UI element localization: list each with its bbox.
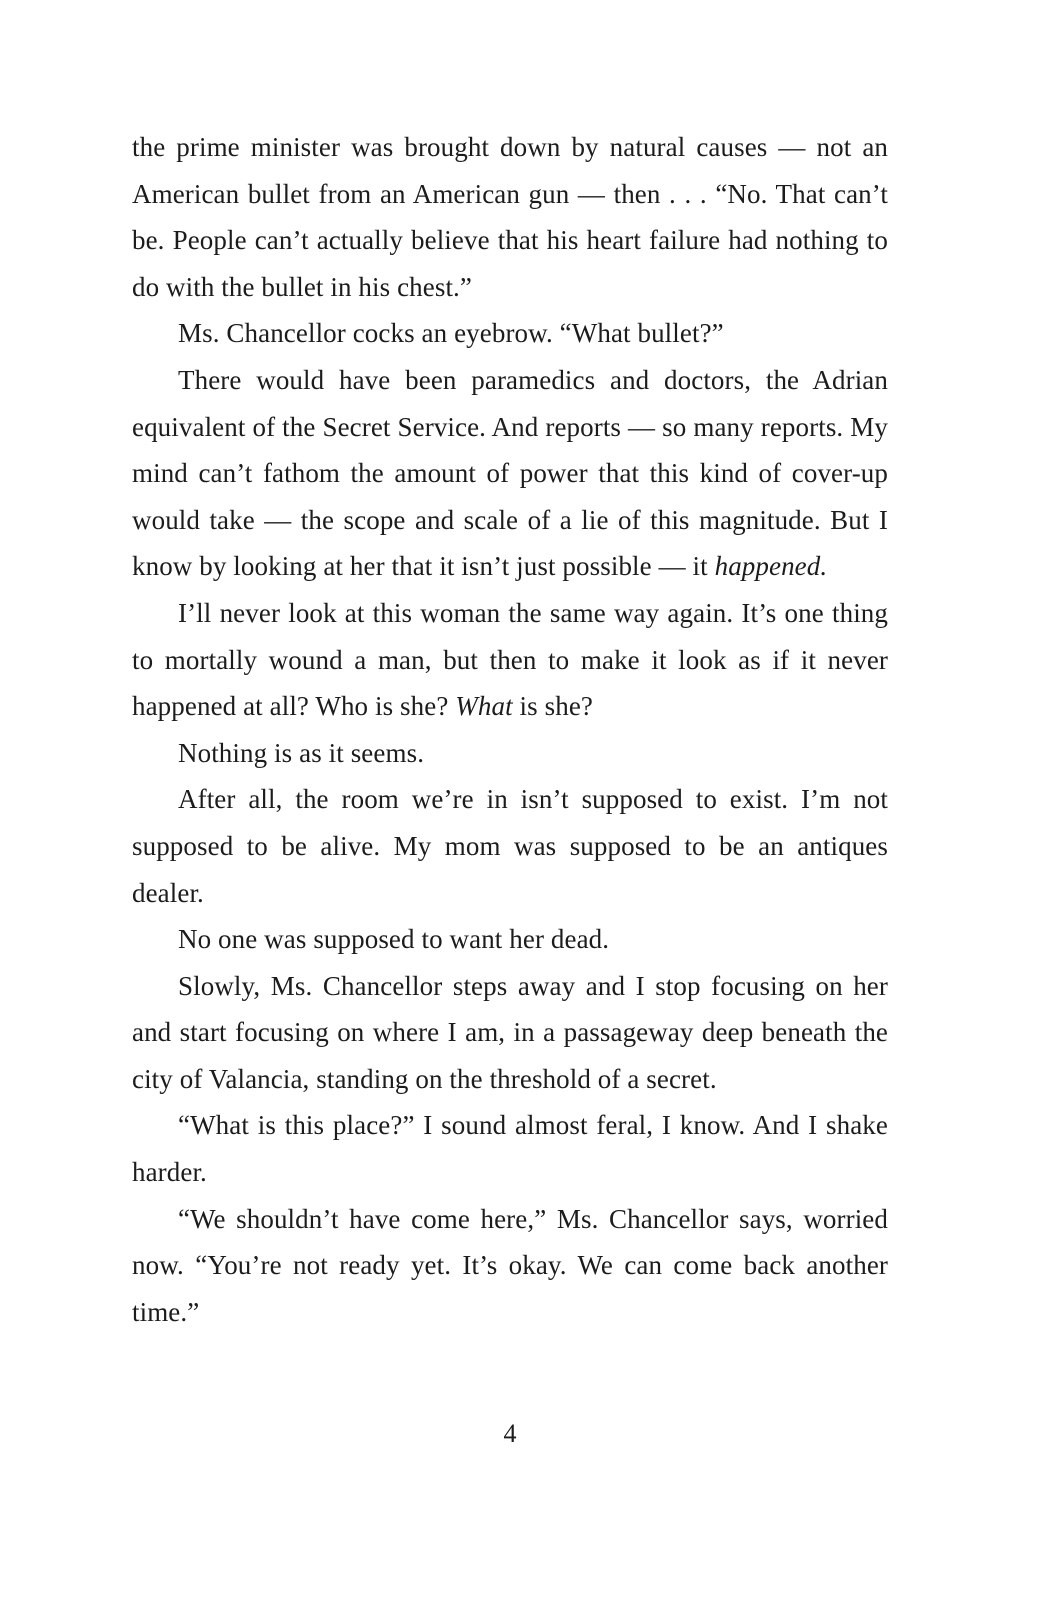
paragraph bbox=[132, 357, 888, 590]
paragraph bbox=[132, 776, 888, 916]
text-run: There would have been paramedics and doctors, the Adrian equivalent of the Secret Service. And reports — so many reports. My mind can’t fathom the amount of power that this kind of cover-up would take — the scope and scale of a lie of this magnitude. But I know by looking at her that it isn’t just possible — it bbox=[132, 364, 888, 582]
italic-text: What bbox=[455, 691, 513, 722]
paragraph bbox=[132, 310, 888, 357]
text-run: Ms. Chancellor cocks an eyebrow. “What bullet?” bbox=[178, 318, 724, 349]
italic-text: happened. bbox=[714, 551, 828, 582]
paragraph bbox=[132, 1102, 888, 1195]
body-text bbox=[132, 124, 888, 1335]
text-run: No one was supposed to want her dead. bbox=[178, 924, 610, 955]
paragraph bbox=[132, 124, 888, 310]
page-number: 4 bbox=[503, 1419, 517, 1448]
text-run: After all, the room we’re in isn’t supposed to exist. I’m not supposed to be alive. My mom was supposed to be an antiques dealer. bbox=[132, 784, 888, 908]
text-run: Slowly, Ms. Chancellor steps away and I stop focusing on her and start focusing on where I am, in a passageway deep beneath the city of Valancia, standing on the threshold of a secret. bbox=[132, 970, 888, 1094]
text-run: “We shouldn’t have come here,” Ms. Chancellor says, worried now. “You’re not ready yet. It’s okay. We can come back another time.” bbox=[132, 1203, 888, 1327]
paragraph bbox=[132, 963, 888, 1103]
paragraph bbox=[132, 1196, 888, 1336]
text-run: is she? bbox=[512, 691, 593, 722]
paragraph bbox=[132, 730, 888, 777]
paragraph bbox=[132, 590, 888, 730]
text-run: the prime minister was brought down by natural causes — not an American bullet from an American gun — then . . . “No. That can’t be. People can’t actually believe that his heart failure had nothing to do with the bullet in his chest.” bbox=[132, 132, 888, 302]
paragraph bbox=[132, 916, 888, 963]
text-run: “What is this place?” I sound almost feral, I know. And I shake harder. bbox=[132, 1110, 888, 1188]
text-run: Nothing is as it seems. bbox=[178, 737, 425, 768]
text-run: I’ll never look at this woman the same way again. It’s one thing to mortally wound a man, but then to make it look as if it never happened at all? Who is she? bbox=[132, 597, 888, 722]
